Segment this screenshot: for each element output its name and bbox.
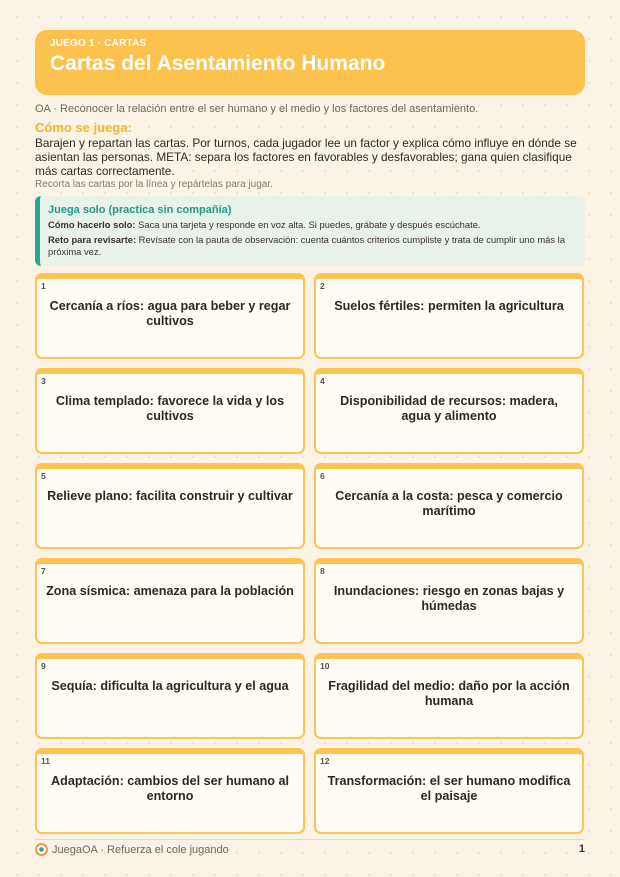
card-6 <box>314 463 584 549</box>
card-10 <box>314 653 584 739</box>
card-text: Suelos fértiles: permiten la agricultura <box>334 299 564 313</box>
card-3 <box>35 368 305 454</box>
card-text: Sequía: dificulta la agricultura y el agua <box>51 679 289 693</box>
card-number: 11 <box>41 756 50 766</box>
learning-objective: OA · Reconocer la relación entre el ser humano y el medio y los factores del asentamiento. <box>35 103 479 115</box>
card-number: 3 <box>41 376 46 386</box>
card-7 <box>35 558 305 644</box>
card-number: 2 <box>320 281 325 291</box>
page-title: Cartas del Asentamiento Humano <box>50 52 386 75</box>
game-kicker: JUEGO 1 · CARTAS <box>50 38 147 49</box>
card-2 <box>314 273 584 359</box>
card-number: 1 <box>41 281 46 291</box>
card-number: 10 <box>320 661 330 671</box>
solo-title: Juega solo (practica sin compañía) <box>48 204 232 216</box>
solo-play-box <box>35 196 585 266</box>
brand-logo-icon <box>35 843 48 856</box>
card-text: Fragilidad del medio: daño por la acción humana <box>328 679 570 708</box>
card-text: Inundaciones: riesgo en zonas bajas y húmedas <box>333 584 565 613</box>
card-number: 4 <box>320 376 325 386</box>
card-12 <box>314 748 584 834</box>
how-to-play-heading: Cómo se juega: <box>35 120 132 135</box>
card-5 <box>35 463 305 549</box>
card-text: Cercanía a ríos: agua para beber y regar cultivos <box>49 299 291 328</box>
card-text: Clima templado: favorece la vida y los cultivos <box>55 394 285 423</box>
rules-text: Barajen y repartan las cartas. Por turnos, cada jugador lee un factor y explica cómo influye en dónde se asientan las personas. META: separa los factores en favorables y desfavorables; gana quien clasifique más cartas correctamente. <box>35 136 577 178</box>
card-text: Disponibilidad de recursos: madera, agua y alimento <box>340 394 558 423</box>
solo-challenge-text: Revísate con la pauta de observación: cuenta cuántos criterios cumpliste y trata de cumplir uno más la próxima vez. <box>48 234 565 257</box>
page-header <box>35 30 585 95</box>
card-text: Adaptación: cambios del ser humano al entorno <box>51 774 289 803</box>
card-number: 8 <box>320 566 325 576</box>
footer-divider <box>35 839 585 840</box>
card-number: 9 <box>41 661 46 671</box>
card-number: 5 <box>41 471 46 481</box>
solo-how-label: Cómo hacerlo solo: <box>48 219 136 230</box>
cut-note: Recorta las cartas por la línea y repártelas para jugar. <box>35 179 273 190</box>
card-11 <box>35 748 305 834</box>
card-number: 7 <box>41 566 46 576</box>
solo-how-text: Saca una tarjeta y responde en voz alta. Si puedes, grábate y después escúchate. <box>135 219 481 230</box>
footer-brand: JuegaOA · Refuerza el cole jugando <box>52 843 229 856</box>
card-text: Transformación: el ser humano modifica el paisaje <box>327 774 571 803</box>
card-text: Relieve plano: facilita construir y cultivar <box>47 489 293 503</box>
solo-how-line <box>48 219 575 231</box>
card-9 <box>35 653 305 739</box>
solo-challenge-line <box>48 234 575 258</box>
footer <box>35 843 229 856</box>
solo-challenge-label: Reto para revisarte: <box>48 234 137 245</box>
card-8 <box>314 558 584 644</box>
card-1 <box>35 273 305 359</box>
card-text: Cercanía a la costa: pesca y comercio marítimo <box>335 489 563 518</box>
card-number: 12 <box>320 756 330 766</box>
page-number: 1 <box>578 843 585 855</box>
card-4 <box>314 368 584 454</box>
card-text: Zona sísmica: amenaza para la población <box>46 584 294 598</box>
card-number: 6 <box>320 471 325 481</box>
